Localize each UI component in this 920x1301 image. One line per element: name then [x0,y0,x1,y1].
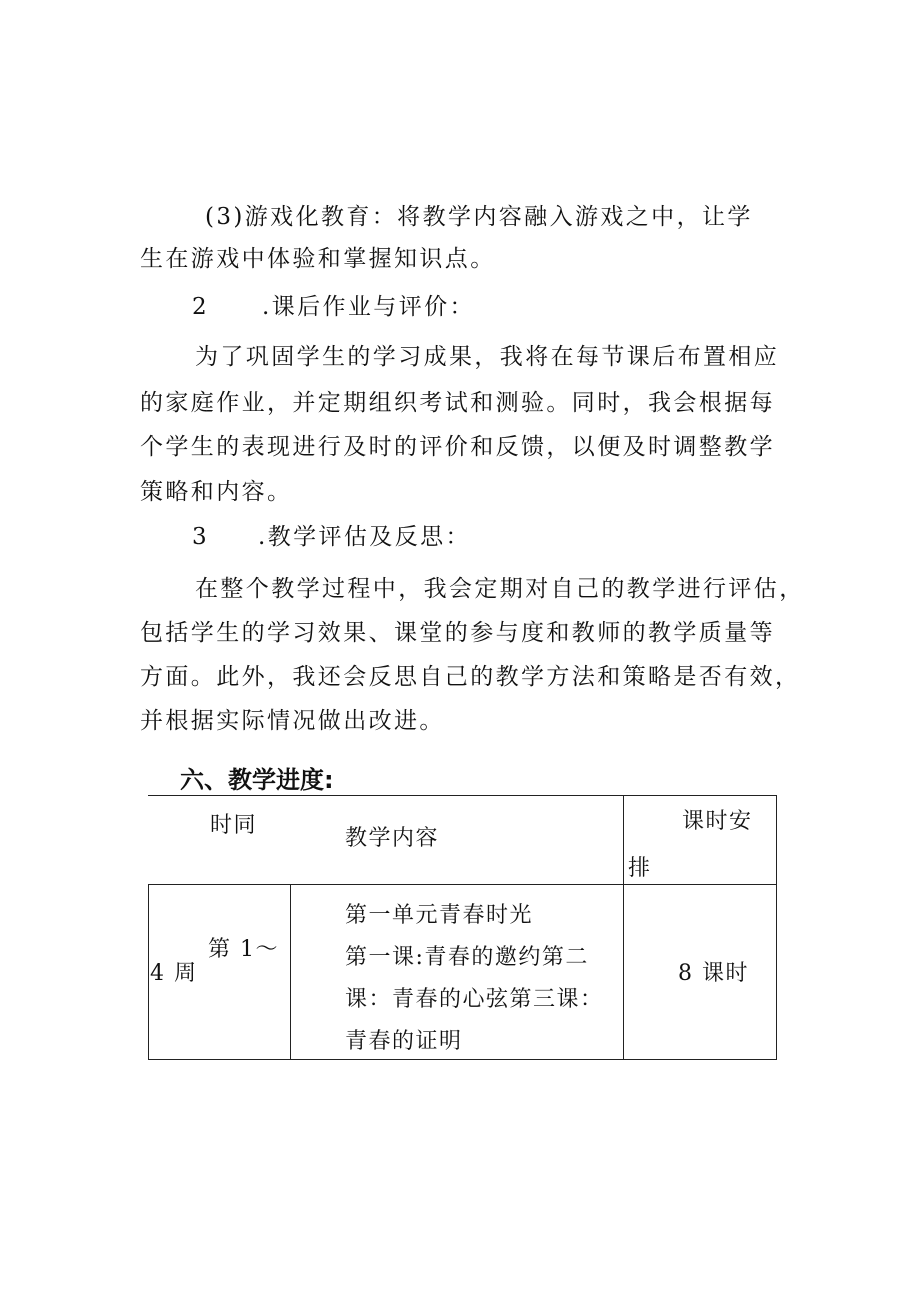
table-top-border [148,795,777,796]
row-content-line-4: 青春的证明 [345,1029,463,1054]
table-right-border [776,795,777,1060]
schedule-heading: 六、教学进度: [180,766,334,794]
row-content-line-1: 第一单元青春时光 [345,903,534,928]
section-2-number: 2 [192,294,210,320]
section-2-body-line-1: 为了巩固学生的学习成果，我将在每节课后布置相应 [195,344,780,370]
table-left-border [148,884,149,1060]
table-col-divider-1 [290,884,291,1060]
paragraph-3-line-1: (3)游戏化教育：将教学内容融入游戏之中，让学 [205,204,753,230]
table-header-divider [148,884,777,885]
section-3-number: 3 [192,524,210,550]
header-content: 教学内容 [345,826,440,851]
table-col-divider-2 [623,795,624,1060]
section-2-title: .课后作业与评价： [262,294,475,320]
row-time-line-2: 4 周 [150,961,198,986]
section-3-body-line-2: 包括学生的学习效果、课堂的参与度和教师的教学质量等 [140,620,775,646]
section-3-body-line-1: 在整个教学过程中，我会定期对自己的教学进行评估， [195,576,805,602]
header-hours-line-1: 课时安 [682,809,753,834]
section-3-body-line-3: 方面。此外，我还会反思自己的教学方法和策略是否有效， [140,664,801,690]
row-content-line-3: 课：青春的心弦第三课： [345,987,604,1012]
row-time-line-1: 第 1～ [208,937,279,962]
header-hours-line-2: 排 [628,856,652,881]
section-2-body-line-2: 的家庭作业，并定期组织考试和测验。同时，我会根据每 [140,390,775,416]
row-content-line-2: 第一课:青春的邀约第二 [345,945,589,970]
row-hours: 8 课时 [678,961,749,986]
paragraph-3-line-2: 生在游戏中体验和掌握知识点。 [140,246,496,272]
table-bottom-border [148,1059,777,1060]
section-2-body-line-4: 策略和内容。 [140,479,293,505]
section-2-body-line-3: 个学生的表现进行及时的评价和反馈，以便及时调整教学 [140,434,775,460]
section-3-title: .教学评估及反思： [258,524,471,550]
header-time: 时同 [210,813,258,838]
section-3-body-line-4: 并根据实际情况做出改进。 [140,708,445,734]
